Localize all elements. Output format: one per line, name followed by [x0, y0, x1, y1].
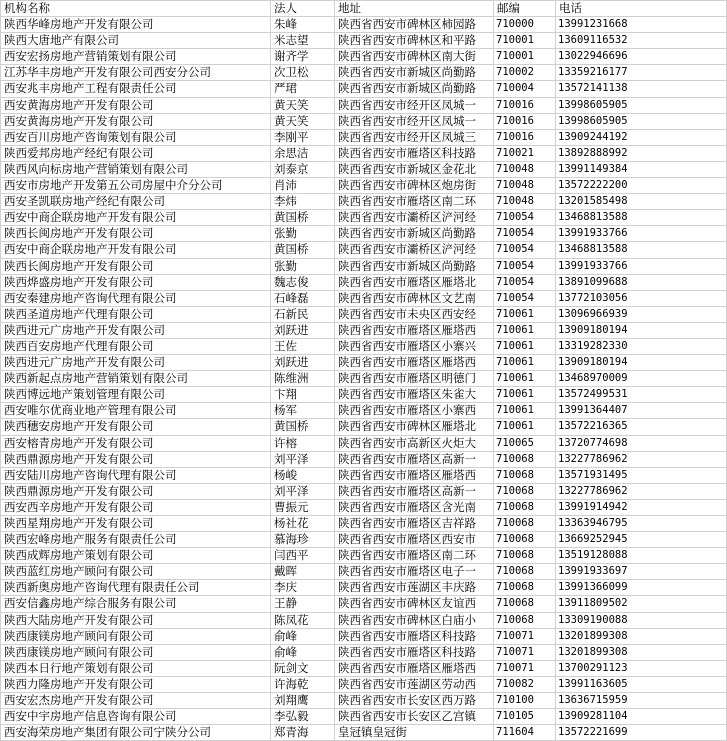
- cell-postcode: 710061: [494, 387, 556, 403]
- cell-phone: 13669252945: [556, 532, 727, 548]
- cell-postcode: 710016: [494, 113, 556, 129]
- cell-postcode: 710071: [494, 628, 556, 644]
- cell-phone: 13609116532: [556, 33, 727, 49]
- table-row: [1, 81, 727, 97]
- table-row: [1, 483, 727, 499]
- table-row: [1, 306, 727, 322]
- cell-legal-rep: 肖沛: [271, 178, 335, 194]
- cell-name: 陕西烨盛房地产开发有限公司: [1, 274, 271, 290]
- cell-address: 陕西省西安市雁塔区科技路: [335, 644, 494, 660]
- cell-address: 陕西省西安市雁塔区吉祥路: [335, 516, 494, 532]
- cell-legal-rep: 卞翔: [271, 387, 335, 403]
- cell-phone: 13359216177: [556, 65, 727, 81]
- cell-phone: 13909180194: [556, 355, 727, 371]
- cell-legal-rep: 戴晖: [271, 564, 335, 580]
- cell-address: 陕西省西安市雁塔区明德门: [335, 371, 494, 387]
- cell-name: 陕西星翔房地产开发有限公司: [1, 516, 271, 532]
- cell-legal-rep: 李刚平: [271, 129, 335, 145]
- cell-phone: 13991933697: [556, 564, 727, 580]
- cell-postcode: 710054: [494, 242, 556, 258]
- cell-postcode: 710068: [494, 467, 556, 483]
- table-row: [1, 644, 727, 660]
- cell-legal-rep: 谢齐学: [271, 49, 335, 65]
- cell-legal-rep: 黄国桥: [271, 210, 335, 226]
- cell-postcode: 710068: [494, 596, 556, 612]
- cell-address: 陕西省西安市雁塔区科技路: [335, 628, 494, 644]
- table-row: [1, 210, 727, 226]
- table-row: [1, 419, 727, 435]
- cell-legal-rep: 李庆: [271, 580, 335, 596]
- cell-postcode: 710071: [494, 644, 556, 660]
- cell-phone: 13572499531: [556, 387, 727, 403]
- cell-postcode: 710068: [494, 612, 556, 628]
- cell-name: 陕西百安房地产代理有限公司: [1, 338, 271, 354]
- table-row: [1, 548, 727, 564]
- cell-phone: 13201899308: [556, 644, 727, 660]
- table-row: [1, 17, 727, 33]
- cell-name: 陕西华峰房地产开发有限公司: [1, 17, 271, 33]
- cell-name: 西安信鑫房地产综合服务有限公司: [1, 596, 271, 612]
- cell-name: 陕西康镁房地产顾问有限公司: [1, 644, 271, 660]
- table-row: [1, 467, 727, 483]
- cell-address: 陕西省西安市碑林区柿园路: [335, 17, 494, 33]
- cell-phone: 13227786962: [556, 483, 727, 499]
- cell-name: 陕西康镁房地产顾问有限公司: [1, 628, 271, 644]
- cell-legal-rep: 许榕: [271, 435, 335, 451]
- cell-name: 陕西进元广房地产开发有限公司: [1, 322, 271, 338]
- table-row: [1, 451, 727, 467]
- cell-phone: 13468813588: [556, 242, 727, 258]
- cell-postcode: 710001: [494, 49, 556, 65]
- header-cell-legal-rep: 法人: [271, 1, 335, 17]
- cell-phone: 13096966939: [556, 306, 727, 322]
- table-row: [1, 242, 727, 258]
- cell-name: 陕西鼎源房地产开发有限公司: [1, 451, 271, 467]
- header-row: [1, 1, 727, 17]
- cell-address: 陕西省西安市雁塔区雁塔北: [335, 274, 494, 290]
- cell-name: 西安市房地产开发第五公司房屋中介分公司: [1, 178, 271, 194]
- cell-phone: 13909180194: [556, 322, 727, 338]
- cell-address: 陕西省西安市碑林区炮房街: [335, 178, 494, 194]
- cell-name: 西安宏扬房地产营销策划有限公司: [1, 49, 271, 65]
- cell-postcode: 710054: [494, 290, 556, 306]
- table-row: [1, 612, 727, 628]
- table-row: [1, 194, 727, 210]
- cell-phone: 13309190088: [556, 612, 727, 628]
- cell-name: 陕西圣道房地产代理有限公司: [1, 306, 271, 322]
- cell-address: 陕西省西安市新城区尚勤路: [335, 81, 494, 97]
- table-row: [1, 628, 727, 644]
- cell-legal-rep: 李弘毅: [271, 709, 335, 725]
- table-row: [1, 371, 727, 387]
- table-row: [1, 693, 727, 709]
- cell-postcode: 710061: [494, 306, 556, 322]
- cell-phone: 13519128088: [556, 548, 727, 564]
- table-row: [1, 161, 727, 177]
- cell-phone: 13998605905: [556, 97, 727, 113]
- table-row: [1, 129, 727, 145]
- cell-postcode: 710004: [494, 81, 556, 97]
- cell-name: 陕西成辉房地产策划有限公司: [1, 548, 271, 564]
- cell-legal-rep: 陈维洲: [271, 371, 335, 387]
- cell-name: 陕西风向标房地产营销策划有限公司: [1, 161, 271, 177]
- cell-postcode: 710001: [494, 33, 556, 49]
- table-row: [1, 178, 727, 194]
- cell-phone: 13991149384: [556, 161, 727, 177]
- cell-phone: 13572221699: [556, 725, 727, 741]
- cell-address: 陕西省西安市雁塔区南二环: [335, 548, 494, 564]
- cell-name: 西安榕青房地产开发有限公司: [1, 435, 271, 451]
- cell-address: 陕西省西安市雁塔区南二环: [335, 194, 494, 210]
- table-row: [1, 33, 727, 49]
- cell-name: 陕西长闽房地产开发有限公司: [1, 258, 271, 274]
- cell-postcode: 710068: [494, 451, 556, 467]
- cell-legal-rep: 许海乾: [271, 676, 335, 692]
- cell-address: 陕西省西安市雁塔区科技路: [335, 145, 494, 161]
- table-row: [1, 660, 727, 676]
- cell-address: 陕西省西安市雁塔区电子一: [335, 564, 494, 580]
- cell-address: 陕西省西安市雁塔区雁塔西: [335, 355, 494, 371]
- cell-phone: 13572141138: [556, 81, 727, 97]
- header-cell-phone: 电话: [556, 1, 727, 17]
- cell-phone: 13991364407: [556, 403, 727, 419]
- cell-address: 陕西省西安市长安区西万路: [335, 693, 494, 709]
- cell-legal-rep: 杨军: [271, 403, 335, 419]
- cell-name: 西安唯尔优商业地产管理有限公司: [1, 403, 271, 419]
- cell-postcode: 710071: [494, 660, 556, 676]
- cell-phone: 13891099688: [556, 274, 727, 290]
- cell-postcode: 710048: [494, 178, 556, 194]
- cell-legal-rep: 黄天笑: [271, 97, 335, 113]
- cell-name: 陕西蓝红房地产顾问有限公司: [1, 564, 271, 580]
- table-row: [1, 338, 727, 354]
- cell-legal-rep: 黄国桥: [271, 419, 335, 435]
- table-row: [1, 274, 727, 290]
- cell-address: 陕西省西安市碑林区和平路: [335, 33, 494, 49]
- table-row: [1, 709, 727, 725]
- table-body: [1, 17, 727, 741]
- cell-address: 皇冠镇皇冠街: [335, 725, 494, 741]
- cell-postcode: 710065: [494, 435, 556, 451]
- cell-phone: 13991933766: [556, 258, 727, 274]
- cell-phone: 13911809502: [556, 596, 727, 612]
- cell-legal-rep: 阮剑文: [271, 660, 335, 676]
- cell-legal-rep: 刘泰京: [271, 161, 335, 177]
- cell-phone: 13998605905: [556, 113, 727, 129]
- cell-address: 陕西省西安市碑林区白庙小: [335, 612, 494, 628]
- cell-address: 陕西省西安市未央区西安经: [335, 306, 494, 322]
- cell-name: 西安黄海房地产开发有限公司: [1, 113, 271, 129]
- cell-name: 陕西新起点房地产营销策划有限公司: [1, 371, 271, 387]
- cell-legal-rep: 张勤: [271, 226, 335, 242]
- cell-name: 西安中宇房地产信息咨询有限公司: [1, 709, 271, 725]
- cell-phone: 13991366099: [556, 580, 727, 596]
- cell-postcode: 710068: [494, 548, 556, 564]
- cell-legal-rep: 黄天笑: [271, 113, 335, 129]
- table-row: [1, 387, 727, 403]
- table-row: [1, 258, 727, 274]
- cell-address: 陕西省西安市碑林区南大街: [335, 49, 494, 65]
- cell-phone: 13909244192: [556, 129, 727, 145]
- cell-legal-rep: 陈凤花: [271, 612, 335, 628]
- table-row: [1, 49, 727, 65]
- cell-legal-rep: 李炜: [271, 194, 335, 210]
- table-row: [1, 145, 727, 161]
- cell-postcode: 710068: [494, 580, 556, 596]
- cell-postcode: 710002: [494, 65, 556, 81]
- cell-phone: 13363946795: [556, 516, 727, 532]
- cell-legal-rep: 魏志俊: [271, 274, 335, 290]
- cell-name: 陕西鼎源房地产开发有限公司: [1, 483, 271, 499]
- cell-postcode: 710082: [494, 676, 556, 692]
- table-row: [1, 580, 727, 596]
- cell-phone: 13720774698: [556, 435, 727, 451]
- cell-legal-rep: 刘平泽: [271, 451, 335, 467]
- cell-postcode: 710054: [494, 226, 556, 242]
- cell-postcode: 710054: [494, 274, 556, 290]
- table-row: [1, 596, 727, 612]
- cell-address: 陕西省西安市雁塔区雁塔西: [335, 322, 494, 338]
- table-row: [1, 725, 727, 741]
- cell-name: 陕西新奥房地产咨询代理有限责任公司: [1, 580, 271, 596]
- cell-phone: 13991914942: [556, 499, 727, 515]
- cell-address: 陕西省西安市雁塔区含光南: [335, 499, 494, 515]
- cell-address: 陕西省西安市雁塔区朱雀大: [335, 387, 494, 403]
- cell-name: 陕西进元广房地产开发有限公司: [1, 355, 271, 371]
- cell-postcode: 710068: [494, 564, 556, 580]
- cell-legal-rep: 刘跃进: [271, 322, 335, 338]
- cell-name: 陕西大陆房地产开发有限公司: [1, 612, 271, 628]
- cell-phone: 13991933766: [556, 226, 727, 242]
- cell-name: 西安百川房地产咨询策划有限公司: [1, 129, 271, 145]
- cell-postcode: 710054: [494, 210, 556, 226]
- cell-postcode: 710068: [494, 516, 556, 532]
- cell-postcode: 710061: [494, 419, 556, 435]
- cell-postcode: 710048: [494, 194, 556, 210]
- cell-name: 西安圣凯联房地产经纪有限公司: [1, 194, 271, 210]
- cell-name: 陕西长闽房地产开发有限公司: [1, 226, 271, 242]
- cell-legal-rep: 闫西平: [271, 548, 335, 564]
- cell-name: 西安西辛房地产开发有限公司: [1, 499, 271, 515]
- cell-legal-rep: 曹振元: [271, 499, 335, 515]
- cell-legal-rep: 慕海珍: [271, 532, 335, 548]
- cell-address: 陕西省西安市雁塔区雁塔西: [335, 467, 494, 483]
- cell-legal-rep: 石新民: [271, 306, 335, 322]
- cell-address: 陕西省西安市新城区尚勤路: [335, 258, 494, 274]
- cell-address: 陕西省西安市灞桥区浐河经: [335, 242, 494, 258]
- table-row: [1, 355, 727, 371]
- cell-legal-rep: 朱峰: [271, 17, 335, 33]
- cell-legal-rep: 刘平泽: [271, 483, 335, 499]
- cell-postcode: 710068: [494, 499, 556, 515]
- cell-address: 陕西省西安市灞桥区浐河经: [335, 210, 494, 226]
- cell-phone: 13022946696: [556, 49, 727, 65]
- cell-phone: 13201585498: [556, 194, 727, 210]
- header-cell-postcode: 邮编: [494, 1, 556, 17]
- cell-address: 陕西省西安市碑林区雁塔北: [335, 419, 494, 435]
- cell-name: 陕西本日行地产策划有限公司: [1, 660, 271, 676]
- cell-legal-rep: 石峰磊: [271, 290, 335, 306]
- table-row: [1, 564, 727, 580]
- cell-postcode: 710016: [494, 97, 556, 113]
- cell-legal-rep: 米志望: [271, 33, 335, 49]
- cell-name: 西安陆川房地产咨询代理有限公司: [1, 467, 271, 483]
- cell-phone: 13991163605: [556, 676, 727, 692]
- cell-postcode: 710021: [494, 145, 556, 161]
- cell-phone: 13468813588: [556, 210, 727, 226]
- cell-phone: 13319282330: [556, 338, 727, 354]
- cell-phone: 13636715959: [556, 693, 727, 709]
- cell-phone: 13572222200: [556, 178, 727, 194]
- cell-legal-rep: 俞峰: [271, 644, 335, 660]
- cell-name: 陕西穗安房地产开发有限公司: [1, 419, 271, 435]
- cell-address: 陕西省西安市新城区金花北: [335, 161, 494, 177]
- cell-address: 陕西省西安市高新区火炬大: [335, 435, 494, 451]
- cell-legal-rep: 次卫松: [271, 65, 335, 81]
- cell-legal-rep: 杨社花: [271, 516, 335, 532]
- cell-phone: 13227786962: [556, 451, 727, 467]
- cell-legal-rep: 杨峻: [271, 467, 335, 483]
- cell-name: 陕西博远地产策划管理有限公司: [1, 387, 271, 403]
- header-cell-address: 地址: [335, 1, 494, 17]
- cell-address: 陕西省西安市经开区凤城一: [335, 113, 494, 129]
- table-row: [1, 290, 727, 306]
- table-row: [1, 65, 727, 81]
- cell-legal-rep: 张勤: [271, 258, 335, 274]
- cell-postcode: 710100: [494, 693, 556, 709]
- cell-phone: 13201899308: [556, 628, 727, 644]
- cell-address: 陕西省西安市莲湖区劳动西: [335, 676, 494, 692]
- header-cell-name: 机构名称: [1, 1, 271, 17]
- cell-name: 西安宏杰房地产开发有限公司: [1, 693, 271, 709]
- cell-address: 陕西省西安市雁塔区高新一: [335, 451, 494, 467]
- cell-legal-rep: 严珺: [271, 81, 335, 97]
- cell-postcode: 710068: [494, 483, 556, 499]
- cell-postcode: 710068: [494, 532, 556, 548]
- table-row: [1, 435, 727, 451]
- cell-phone: 13892888992: [556, 145, 727, 161]
- cell-postcode: 710061: [494, 403, 556, 419]
- table-row: [1, 226, 727, 242]
- cell-address: 陕西省西安市雁塔区高新一: [335, 483, 494, 499]
- cell-phone: 13468970009: [556, 371, 727, 387]
- cell-address: 陕西省西安市雁塔区雁塔西: [335, 660, 494, 676]
- cell-legal-rep: 余思洁: [271, 145, 335, 161]
- cell-address: 陕西省西安市莲湖区丰庆路: [335, 580, 494, 596]
- cell-address: 陕西省西安市碑林区友谊西: [335, 596, 494, 612]
- cell-phone: 13991231668: [556, 17, 727, 33]
- cell-legal-rep: 刘跃进: [271, 355, 335, 371]
- cell-name: 陕西力隆房地产开发有限公司: [1, 676, 271, 692]
- cell-name: 西安秦建房地产咨询代理有限公司: [1, 290, 271, 306]
- cell-name: 西安中商企联房地产开发有限公司: [1, 242, 271, 258]
- cell-legal-rep: 俞峰: [271, 628, 335, 644]
- cell-address: 陕西省西安市经开区凤城三: [335, 129, 494, 145]
- cell-postcode: 710061: [494, 355, 556, 371]
- cell-postcode: 711604: [494, 725, 556, 741]
- table-row: [1, 113, 727, 129]
- table-row: [1, 516, 727, 532]
- cell-postcode: 710048: [494, 161, 556, 177]
- table-row: [1, 532, 727, 548]
- cell-phone: 13772103056: [556, 290, 727, 306]
- cell-name: 江苏华丰房地产开发有限公司西安分公司: [1, 65, 271, 81]
- cell-phone: 13571931495: [556, 467, 727, 483]
- cell-address: 陕西省西安市长安区乙宫镇: [335, 709, 494, 725]
- table-row: [1, 403, 727, 419]
- table-row: [1, 322, 727, 338]
- cell-legal-rep: 王静: [271, 596, 335, 612]
- cell-postcode: 710061: [494, 338, 556, 354]
- cell-phone: 13572216365: [556, 419, 727, 435]
- cell-address: 陕西省西安市雁塔区西安市: [335, 532, 494, 548]
- cell-postcode: 710061: [494, 371, 556, 387]
- cell-address: 陕西省西安市新城区尚勤路: [335, 65, 494, 81]
- cell-name: 西安中商企联房地产开发有限公司: [1, 210, 271, 226]
- cell-name: 西安海荣房地产集团有限公司宁陕分公司: [1, 725, 271, 741]
- table-row: [1, 499, 727, 515]
- cell-postcode: 710000: [494, 17, 556, 33]
- cell-phone: 13700291123: [556, 660, 727, 676]
- cell-name: 陕西大唐地产有限公司: [1, 33, 271, 49]
- cell-postcode: 710016: [494, 129, 556, 145]
- cell-postcode: 710054: [494, 258, 556, 274]
- cell-address: 陕西省西安市经开区凤城一: [335, 97, 494, 113]
- cell-name: 陕西爱邦房地产经纪有限公司: [1, 145, 271, 161]
- cell-postcode: 710105: [494, 709, 556, 725]
- cell-legal-rep: 刘翔鹰: [271, 693, 335, 709]
- cell-phone: 13909281104: [556, 709, 727, 725]
- table-row: [1, 97, 727, 113]
- cell-name: 西安兆丰房地产工程有限责任公司: [1, 81, 271, 97]
- cell-address: 陕西省西安市碑林区文艺南: [335, 290, 494, 306]
- cell-address: 陕西省西安市雁塔区小寨兴: [335, 338, 494, 354]
- cell-legal-rep: 王佐: [271, 338, 335, 354]
- cell-address: 陕西省西安市新城区尚勤路: [335, 226, 494, 242]
- cell-name: 西安黄海房地产开发有限公司: [1, 97, 271, 113]
- cell-legal-rep: 郑青海: [271, 725, 335, 741]
- cell-name: 陕西宏峰房地产服务有限责任公司: [1, 532, 271, 548]
- cell-postcode: 710061: [494, 322, 556, 338]
- cell-legal-rep: 黄国桥: [271, 242, 335, 258]
- cell-address: 陕西省西安市雁塔区小寨西: [335, 403, 494, 419]
- table-row: [1, 676, 727, 692]
